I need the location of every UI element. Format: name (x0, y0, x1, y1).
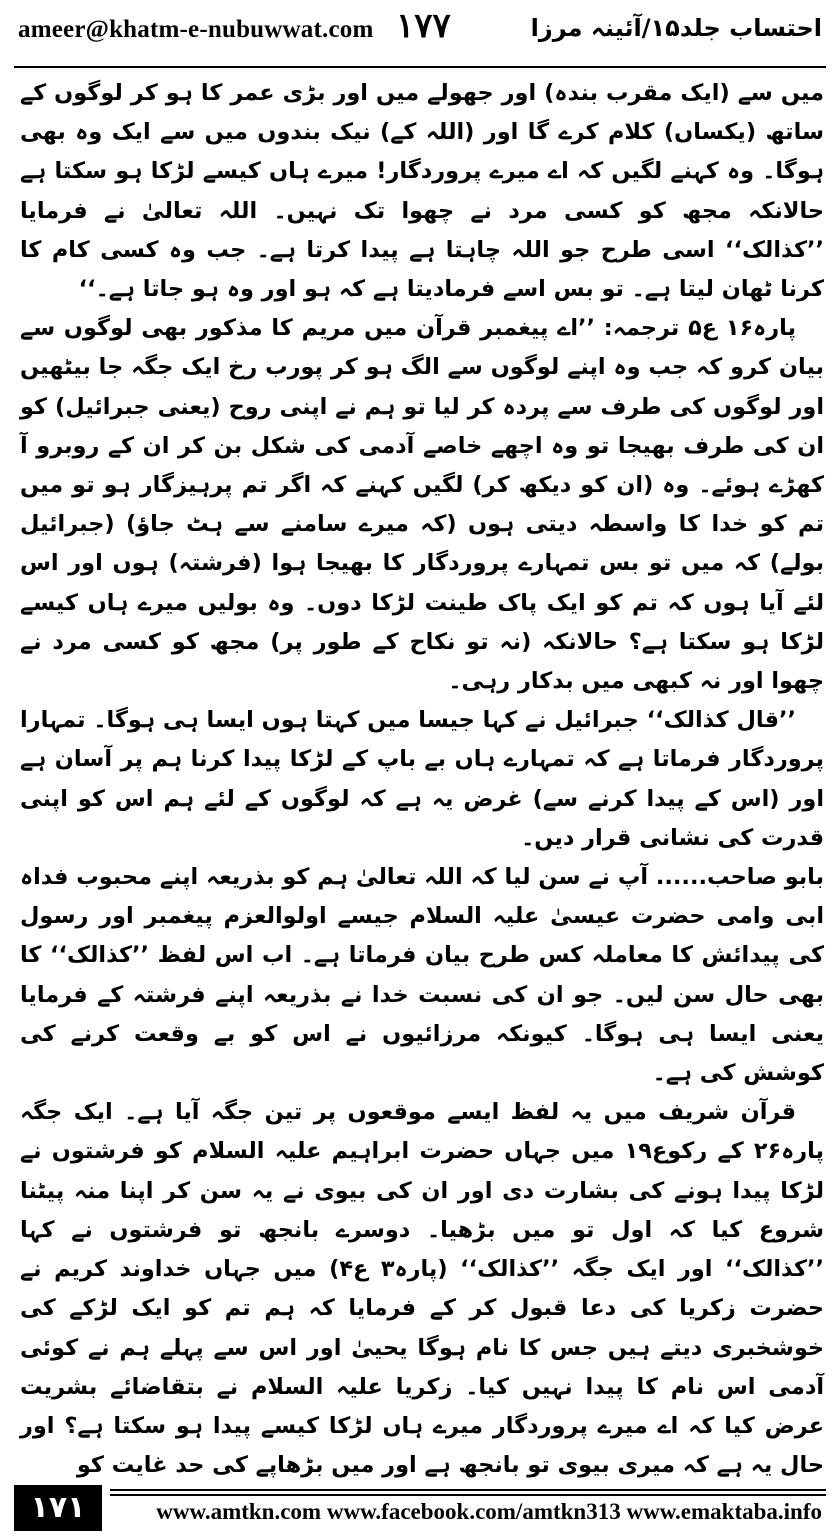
header-page-number: ۱۷۷ (396, 6, 451, 46)
paragraph-1: میں سے (ایک مقرب بندہ) اور جھولے میں اور بڑی عمر کا ہو کر لوگوں کے ساتھ (یکساں) کلام کرے گا اور (اللہ کے) نیک بندوں میں سے ایک وہ بھی ہوگا۔ وہ کہنے لگیں کہ اے میرے پروردگار! میرے ہاں کیسے لڑکا ہو سکتا ہے حالانکہ مجھ کو کسی مرد نے چھوا تک نہیں۔ اللہ تعالیٰ نے فرمایا ’’کذالک‘‘ اسی طرح جو اللہ چاہتا ہے پیدا کرتا ہے۔ جب وہ کسی کام کا کرنا ٹھان لیتا ہے۔ تو بس اسے فرمادیتا ہے کہ ہو اور وہ ہو جاتا ہے۔‘‘ (20, 80, 824, 303)
footer-rule-top (110, 1489, 826, 1491)
paragraph-2: پارہ۱۶ ع۵ ترجمہ: ’’اے پیغمبر قرآن میں مریم کا مذکور بھی لوگوں سے بیان کرو کہ جب وہ اپنے لوگوں سے الگ ہو کر پورب رخ ایک جگہ جا بیٹھیں اور لوگوں کی طرف سے پردہ کر لیا تو ہم نے اپنی روح (یعنی جبرائیل) کو ان کی طرف بھیجا تو وہ اچھے خاصے آدمی کی شکل بن کر ان کے روبرو آ کھڑے ہوئے۔ وہ (ان کو دیکھ کر) لگیں کہنے کہ اگر تم پرہیزگار ہو تو میں تم کو خدا کا واسطہ دیتی ہوں (کہ میرے سامنے سے ہٹ جاؤ) (جبرائیل بولے) کہ میں تو بس تمہارے پروردگار کا بھیجا ہوا (فرشتہ) ہوں اور اس لئے آیا ہوں کہ تم کو ایک پاک طینت لڑکا دوں۔ وہ بولیں میرے ہاں کیسے لڑکا ہو سکتا ہے؟ حالانکہ (نہ تو نکاح کے طور پر) مجھ کو کسی مرد نے چھوا اور نہ کبھی میں بدکار رہی۔ (20, 315, 824, 695)
header-rule (14, 66, 826, 68)
footer-websites: www.amtkn.com www.facebook.com/amtkn313 www.emaktaba.info (156, 1499, 822, 1524)
paragraph-4: بابو صاحب...... آپ نے سن لیا کہ اللہ تعالیٰ ہم کو بذریعہ اپنے محبوب فداہ ابی وامی حضرت عیسیٰ علیہ السلام جیسے اولوالعزم پیغمبر اور رسول کی پیدائش کا معاملہ کس طرح بیان فرماتا ہے۔ اب اس لفظ ’’کذالک‘‘ کا بھی حال سن لیں۔ جو ان کی نسبت خدا نے بذریعہ اپنے فرشتہ کے فرمایا یعنی ایسا ہی ہوگا۔ کیونکہ مرزائیوں نے اس کو بے وقعت کرنے کی کوشش کی ہے۔ (20, 864, 824, 1087)
paragraph-3: ’’قال کذالک‘‘ جبرائیل نے کہا جیسا میں کہتا ہوں ایسا ہی ہوگا۔ تمہارا پروردگار فرماتا ہے کہ تمہارے ہاں بے باپ کے لڑکا پیدا کرنا ہم پر آسان ہے اور (اس کے پیدا کرنے سے) غرض یہ ہے کہ لوگوں کے لئے ہم اس کو اپنی قدرت کی نشانی قرار دیں۔ (20, 707, 824, 851)
paragraph-5: قرآن شریف میں یہ لفظ ایسے موقعوں پر تین جگہ آیا ہے۔ ایک جگہ پارہ۲۶ کے رکوع۱۹ میں جہاں حضرت ابراہیم علیہ السلام کو فرشتوں نے لڑکا پیدا ہونے کی بشارت دی اور ان کی بیوی نے یہ سن کر اپنا منہ پیٹنا شروع کیا کہ اول تو میں بڑھیا۔ دوسرے بانجھ تو فرشتوں نے کہا ’’کذالک‘‘ اور ایک جگہ ’’کذالک‘‘ (پارہ۳ ع۴) میں جہاں خداوند کریم نے حضرت زکریا کی دعا قبول کر کے فرمایا کہ ہم تم کو ایک لڑکے کی خوشخبری دیتے ہیں جس کا نام ہوگا یحییٰ اور اس سے پہلے ہم نے کوئی آدمی اس نام کا پیدا نہیں کیا۔ زکریا علیہ السلام نے بتقاضائے بشریت عرض کیا کہ اے میرے پروردگار میرے ہاں لڑکا کیسے پیدا ہو سکتا ہے؟ اور حال یہ ہے کہ میری بیوی تو بانجھ ہے اور میں بڑھاپے کی حد غایت کو (20, 1099, 824, 1479)
page-header (14, 2, 826, 68)
footer-rule-bottom (110, 1494, 826, 1496)
footer-page-box: ۱۷۱ (14, 1485, 102, 1531)
header-title: احتساب جلد۱۵/آئینہ مرزا (530, 14, 822, 42)
header-email: ameer@khatm-e-nubuwwat.com (18, 16, 374, 43)
page-footer (14, 1485, 826, 1537)
body-text (20, 74, 824, 1479)
